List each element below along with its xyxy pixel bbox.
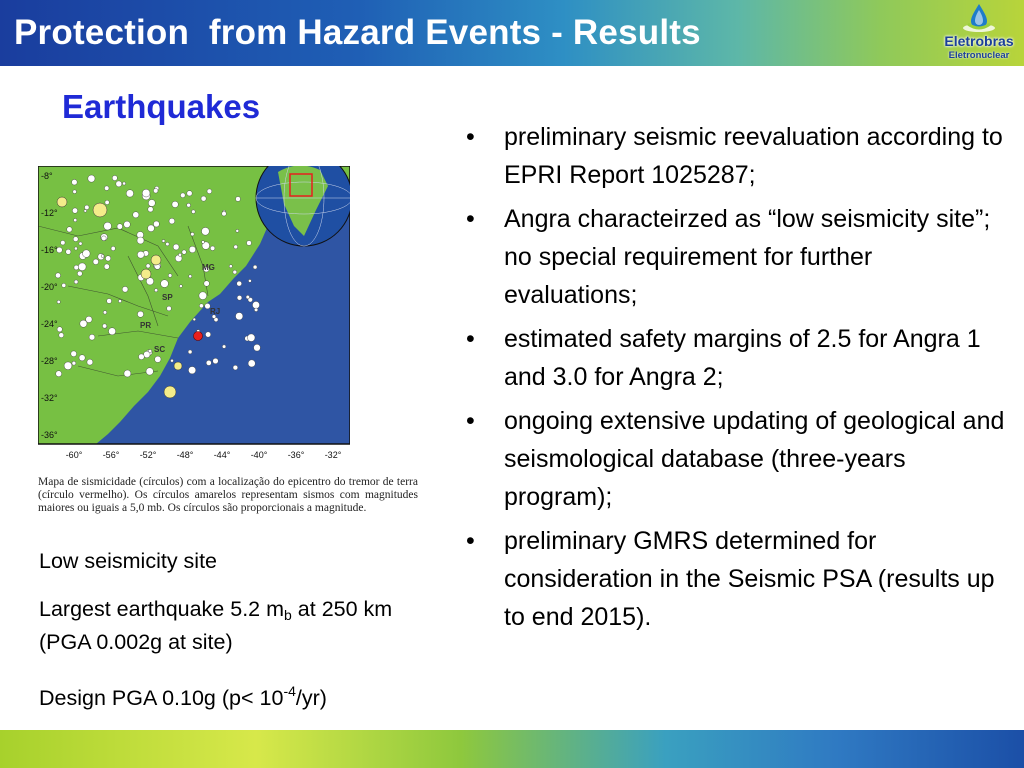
map-lon-label: -52° (139, 450, 157, 460)
quake-marker (187, 203, 191, 207)
quake-marker (137, 311, 143, 317)
bullet-item (466, 118, 1006, 194)
seismicity-map (38, 166, 350, 468)
quake-marker (123, 182, 126, 185)
quake-marker (171, 359, 174, 362)
quake-marker (153, 221, 159, 227)
quake-marker (62, 283, 66, 287)
quake-marker (207, 189, 212, 194)
bullet-dot-icon: • (466, 205, 475, 233)
quake-marker (64, 362, 72, 370)
quake-marker (57, 327, 62, 332)
bullet-dot-icon: • (466, 123, 475, 151)
bullet-dot-icon: • (466, 325, 475, 353)
map-state-label: SP (162, 293, 173, 302)
logo-name: Eletrobras (944, 33, 1014, 49)
quake-marker (109, 328, 116, 335)
map-lat-label: -20° (41, 282, 58, 292)
quake-marker (246, 295, 250, 299)
map-lon-label: -56° (102, 450, 120, 460)
note-largest-earthquake (39, 596, 439, 656)
large-quake-marker (174, 362, 182, 370)
note-largest-post: at 250 km (PGA 0.002g at site) (39, 597, 393, 654)
quake-marker (72, 208, 77, 213)
quake-marker (191, 232, 195, 236)
quake-marker (77, 271, 82, 276)
large-quake-marker (164, 386, 176, 398)
quake-marker (236, 313, 243, 320)
note-design-pga (39, 685, 327, 712)
quake-marker (146, 264, 150, 268)
quake-marker (236, 197, 241, 202)
note-largest-pre: Largest earthquake 5.2 m (39, 597, 285, 621)
quake-marker (166, 242, 170, 246)
quake-marker (116, 181, 122, 187)
quake-marker (180, 193, 185, 198)
map-caption: Mapa de sismicidade (círculos) com a localização do epicentro do tremor de terra (círculo vermelho). Os círculos amarelos representam sismos com magnitudes maiores ou iguais a 5,0 mb. Os círculos são proporcionais a magnitude. (38, 476, 418, 514)
quake-marker (173, 244, 179, 250)
quake-marker (105, 256, 110, 261)
note-design-pre: Design PGA 0.10g (p< 10 (39, 686, 284, 710)
quake-marker (86, 316, 92, 322)
quake-marker (107, 299, 112, 304)
quake-marker (74, 247, 77, 250)
quake-marker (72, 361, 76, 365)
quake-marker (80, 320, 87, 327)
quake-marker (124, 370, 131, 377)
bullet-dot-icon: • (466, 527, 475, 555)
quake-marker (247, 334, 255, 342)
quake-marker (161, 280, 169, 288)
bullet-text: Angra characteirzed as “low seismicity site”; no special requirement for further evaluations; (504, 205, 991, 309)
quake-marker (101, 236, 106, 241)
note-largest-sub: b (284, 607, 292, 623)
quake-marker (85, 205, 90, 210)
quake-marker (153, 189, 158, 194)
note-design-sup: -4 (283, 683, 296, 699)
quake-marker (192, 210, 196, 214)
bullet-dot-icon: • (466, 407, 475, 435)
quake-marker (189, 246, 196, 253)
quake-marker (205, 332, 210, 337)
map-lat-label: -12° (41, 208, 58, 218)
quake-marker (188, 367, 195, 374)
quake-marker (202, 227, 210, 235)
header-bar (0, 0, 1024, 66)
logo-subtitle: Eletronuclear (948, 50, 1010, 61)
large-quake-marker (151, 255, 161, 265)
quake-marker (72, 179, 78, 185)
quake-marker (236, 229, 239, 232)
quake-marker (104, 222, 112, 230)
quake-marker (89, 334, 95, 340)
quake-marker (247, 241, 252, 246)
quake-marker (199, 304, 203, 308)
logo-drop-icon (938, 2, 1020, 34)
quake-marker (73, 237, 78, 242)
quake-marker (172, 201, 178, 207)
quake-marker (204, 281, 210, 287)
epicenter-marker (194, 332, 203, 341)
note-design-post: /yr) (295, 686, 327, 710)
map-lon-label: -48° (176, 450, 194, 460)
quake-marker (105, 200, 109, 204)
map-lat-label: -32° (41, 393, 58, 403)
quake-marker (155, 356, 161, 362)
bullet-item (466, 320, 1006, 396)
quake-marker (101, 255, 104, 258)
quake-marker (148, 225, 155, 232)
quake-marker (213, 358, 219, 364)
quake-marker (84, 210, 87, 213)
quake-marker (122, 286, 128, 292)
quake-marker (79, 355, 85, 361)
map-lat-label: -16° (41, 245, 58, 255)
quake-marker (229, 265, 232, 268)
quake-marker (83, 250, 91, 258)
map-lon-label: -36° (287, 450, 305, 460)
quake-marker (133, 212, 139, 218)
quake-marker (179, 285, 182, 288)
quake-marker (93, 259, 99, 265)
quake-marker (146, 368, 153, 375)
quake-marker (88, 175, 95, 182)
large-quake-marker (93, 203, 107, 217)
quake-marker (117, 224, 123, 230)
quake-marker (188, 350, 192, 354)
quake-marker (103, 311, 107, 315)
quake-marker (252, 301, 259, 308)
quake-marker (187, 191, 192, 196)
quake-marker (104, 186, 109, 191)
quake-marker (202, 241, 205, 244)
eletrobras-logo (938, 2, 1020, 64)
quake-marker (193, 318, 196, 321)
quake-marker (57, 300, 60, 303)
quake-marker (169, 218, 175, 224)
slide-title: Protection from Hazard Events - Results (14, 13, 701, 52)
quake-marker (74, 280, 78, 284)
quake-marker (74, 218, 77, 221)
map-state-label: MG (202, 263, 215, 272)
quake-marker (248, 279, 251, 282)
quake-marker (189, 275, 192, 278)
map-state-label: SC (154, 345, 166, 354)
bullet-text: estimated safety margins of 2.5 for Angra 1 and 3.0 for Angra 2; (504, 325, 981, 391)
quake-marker (148, 200, 155, 207)
quake-marker (233, 270, 237, 274)
quake-marker (74, 265, 79, 270)
quake-marker (139, 354, 145, 360)
quake-marker (73, 190, 77, 194)
results-bullet-list (466, 118, 1006, 642)
quake-marker (222, 345, 226, 349)
quake-marker (137, 237, 144, 244)
quake-marker (102, 324, 106, 328)
bullet-item (466, 402, 1006, 516)
quake-marker (137, 251, 144, 258)
quake-marker (167, 306, 172, 311)
quake-marker (199, 292, 207, 300)
map-lat-label: -8° (41, 171, 53, 181)
quake-marker (154, 289, 157, 292)
map-lon-label: -60° (65, 450, 83, 460)
bullet-item (466, 200, 1006, 314)
quake-marker (142, 189, 150, 197)
map-state-label: PR (140, 321, 152, 330)
bullet-text: preliminary seismic reevaluation according to EPRI Report 1025287; (504, 123, 1003, 189)
map-lon-label: -40° (250, 450, 268, 460)
quake-marker (201, 196, 206, 201)
quake-marker (248, 360, 255, 367)
quake-marker (162, 240, 165, 243)
bullet-text: preliminary GMRS determined for consideration in the Seismic PSA (results up to end 2015). (504, 527, 995, 631)
quake-marker (254, 344, 261, 351)
quake-marker (234, 245, 238, 249)
quake-marker (112, 175, 117, 180)
section-title: Earthquakes (62, 88, 261, 125)
map-lat-label: -24° (41, 319, 58, 329)
large-quake-marker (141, 269, 151, 279)
quake-marker (222, 211, 227, 216)
quake-marker (237, 281, 242, 286)
quake-marker (56, 371, 62, 377)
quake-marker (182, 250, 186, 254)
large-quake-marker (57, 197, 67, 207)
map-lon-label: -44° (213, 450, 231, 460)
map-state-label: RJ (210, 307, 221, 316)
quake-marker (148, 349, 151, 352)
map-lon-label: -32° (324, 450, 342, 460)
bullet-text: ongoing extensive updating of geological and seismological database (three-years program); (504, 407, 1005, 511)
map-lat-label: -28° (41, 356, 58, 366)
quake-marker (61, 240, 66, 245)
quake-marker (104, 264, 109, 269)
quake-marker (55, 273, 60, 278)
quake-marker (59, 333, 64, 338)
quake-marker (233, 365, 238, 370)
quake-marker (71, 351, 77, 357)
quake-marker (87, 359, 93, 365)
quake-marker (118, 300, 121, 303)
note-low-seismicity: Low seismicity site (39, 549, 218, 573)
quake-marker (66, 249, 71, 254)
quake-marker (124, 221, 131, 228)
quake-marker (254, 308, 258, 312)
map-lat-label: -36° (41, 430, 58, 440)
quake-marker (148, 207, 153, 212)
footer-bar (0, 730, 1024, 768)
quake-marker (79, 242, 82, 245)
quake-marker (210, 246, 215, 251)
quake-marker (168, 274, 172, 278)
quake-marker (253, 265, 257, 269)
bullet-item (466, 522, 1006, 636)
quake-marker (206, 360, 211, 365)
quake-marker (111, 246, 115, 250)
quake-marker (178, 253, 181, 256)
quake-marker (126, 190, 133, 197)
quake-marker (237, 295, 242, 300)
quake-marker (67, 227, 72, 232)
quake-marker (78, 263, 86, 271)
